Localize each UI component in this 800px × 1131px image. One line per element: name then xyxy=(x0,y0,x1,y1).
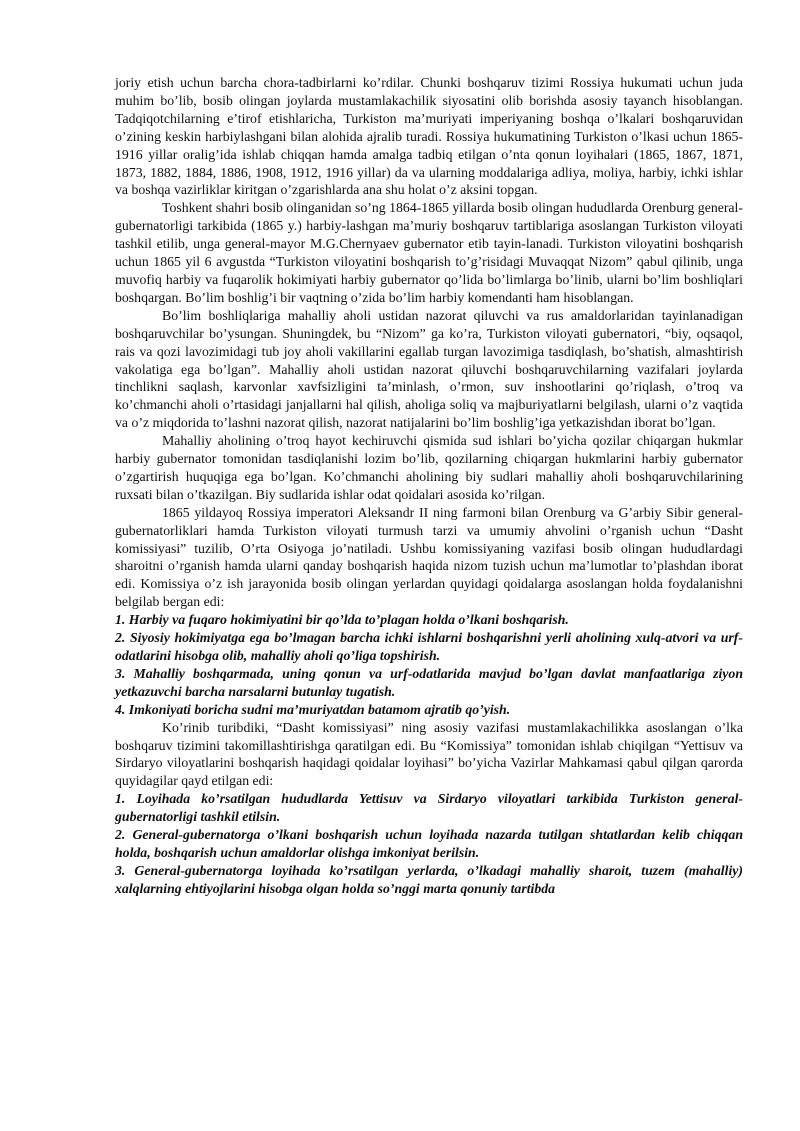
document-page xyxy=(115,74,743,898)
list-item-qaror-1: 1. Loyihada ko’rsatilgan hududlarda Yettisuv va Sirdaryo viloyatlari tarkibida Turkiston general-gubernatorligi tashkil etilsin. xyxy=(115,791,743,825)
list-item-qoida-4: 4. Imkoniyati boricha sudni ma’muriyatdan batamom ajratib qo’yish. xyxy=(115,701,511,717)
list-item-qoida-2: 2. Siyosiy hokimiyatga ega bo’lmagan barcha ichki ishlarni boshqarishni yerli aholining xulq-atvori va urf-odatlarini hisobga olib, mahalliy aholi qo’liga topshirish. xyxy=(115,630,743,663)
paragraph-komissiya-vazifasi: Ko’rinib turibdiki, “Dasht komissiyasi” ning asosiy vazifasi mustamlakachilikka asoslangan o’lka boshqaruv tizimini takomillashtirishga qaratilgan edi. Bu “Komissiya” tomonidan ishlab chiqilgan “Yettisuv va Sirdaryo viloyatlarini boshqarish haqidagi qoidalar loyihasi” bo’yicha Vazirlar Mahkamasi qabul qilgan qarorda quyidagilar qayd etilgan edi: xyxy=(115,719,743,789)
list-item-qoida-3: 3. Mahalliy boshqarmada, uning qonun va urf-odatlarida mavjud bo’lgan davlat manfaatlariga ziyon yetkazuvchi barcha narsalarni butunlay tugatish. xyxy=(115,665,743,699)
list-item-qoida-1: 1. Harbiy va fuqaro hokimiyatini bir qo’lda to’plagan holda o’lkani boshqarish. xyxy=(115,612,569,628)
list-item-qaror-2: 2. General-gubernatorga o’lkani boshqarish uchun loyihada nazarda tutilgan shtatlardan kelib chiqqan holda, boshqarish uchun amaldorlar olishga imkoniyat berilsin. xyxy=(115,827,743,860)
list-item-qaror-3: 3. General-gubernatorga loyihada ko’rsatilgan yerlarda, o’lkadagi mahalliy sharoit, tuzem (mahalliy) xalqlarning ehtiyojlarini hisobga olgan holda so’nggi marta qonuniy tartibda xyxy=(115,862,743,896)
paragraph-sud-ishlari: Mahalliy aholining o’troq hayot kechiruvchi qismida sud ishlari bo’yicha qozilar chiqargan hukmlar harbiy gubernator tomonidan tasdiqlanishi lozim bo’lib, qozilarning chiqargan hukmlarini harbiy gubernator o’zgartirish huquqiga ega bo’lgan. Ko’chmanchi aholining biy sudlari mahalliy aholi boshqaruvchilarining ruxsati bilan o’tkazilgan. Biy sudlarida ishlar odat qoidalari asosida ko’rilgan. xyxy=(115,433,743,502)
paragraph-bolim-boshliqlari: Bo’lim boshliqlariga mahalliy aholi ustidan nazorat qiluvchi va rus amaldorlaridan tayinlanadigan boshqaruvchilar bo’ysungan. Shuningdek, bu “Nizom” ga ko’ra, Turkiston viloyati gubernatori, “biy, oqsaqol, rais va qozi lavozimidagi tub joy aholi vakillarini egallab turgan lavozimiga tasdiqlash, bo’shatish, almashtirish vakolatiga ega bo’lgan”. Mahalliy aholi ustidan nazorat qiluvchi boshqaruvchilarning vazifalari joylarda tinchlikni saqlash, karvonlar xavfsizligini ta’minlash, o’rmon, suv inshootlarini qo’riqlash, o’troq va ko’chmanchi aholi o’rtasidagi janjallarni hal qilish, aholiga soliq va majburiyatlarni belgilash, ularni o’z vaqtida va o’z miqdorida to’lashni nazorat qilish, nazorat natijalarini bo’lim boshlig’iga yetkazishdan iborat bo’lgan. xyxy=(115,307,743,431)
paragraph-dasht-komissiyasi: 1865 yildayoq Rossiya imperatori Aleksandr II ning farmoni bilan Orenburg va G’arbiy Sibir general-gubernatorliklari hamda Turkiston viloyati turmush tarzi va umumiy ahvolini o’rganish uchun “Dasht komissiyasi” tuzilib, O’rta Osiyoga jo’natiladi. Ushbu komissiyaning vazifasi bosib olingan hududlardagi sharoitni o’rganish hamda ularni qanday boshqarish haqida nizom tuzish uchun ma’lumotlar to’plashdan iborat edi. Komissiya o’z ish jarayonida bosib olingan yerlardan quyidagi qoidalarga asoslangan holda foydalanishni belgilab bergan edi: xyxy=(115,504,743,610)
paragraph-intro: joriy etish uchun barcha chora-tadbirlarni ko’rdilar. Chunki boshqaruv tizimi Rossiya hukumati uchun juda muhim bo’lib, bosib olingan joylarda mustamlakachilik siyosatini olib borishda asosiy tayanch hisoblangan. Tadqiqotchilarning e’tirof etishlaricha, Turkiston ma’muriyati imperiyaning boshqa o’lkalari boshqaruvidan o’zining keskin harbiylashgani bilan alohida ajralib turadi. Rossiya hukumatining Turkiston o’lkasi uchun 1865-1916 yillar oralig’ida ishlab chiqqan hamda amalga tadbiq etilgan o’nta qonun loyihalari (1865, 1867, 1871, 1873, 1882, 1884, 1886, 1908, 1912, 1916 yillar) da va ularning moddalariga adliya, moliya, harbiy, ichki ishlar va boshqa vazirliklar kiritgan o’zgarishlarda ana shu holat o’z aksini topgan. xyxy=(115,75,743,198)
paragraph-tashkent: Toshkent shahri bosib olinganidan so’ng 1864-1865 yillarda bosib olingan hududlarda Orenburg general-gubernatorligi tarkibida (1865 y.) harbiy-lashgan ma’muriy boshqaruv tartiblariga asoslangan Turkiston viloyati tashkil etilib, unga general-mayor M.G.Chernyaev gubernator etib tayin-lanadi. Turkiston viloyatini boshqarish uchun 1865 yil 6 avgustda “Turkiston viloyatini boshqarish to’g’risidagi Muvaqqat Nizom” qabul qilinib, unga muvofiq harbiy va fuqarolik hokimiyati harbiy gubernator qo’lida bo’limlarga bo’linib, ularni bo’lim boshliqlari boshqargan. Bo’lim boshlig’i bir vaqtning o’zida bo’lim harbiy komendanti ham hisoblangan. xyxy=(115,200,743,305)
